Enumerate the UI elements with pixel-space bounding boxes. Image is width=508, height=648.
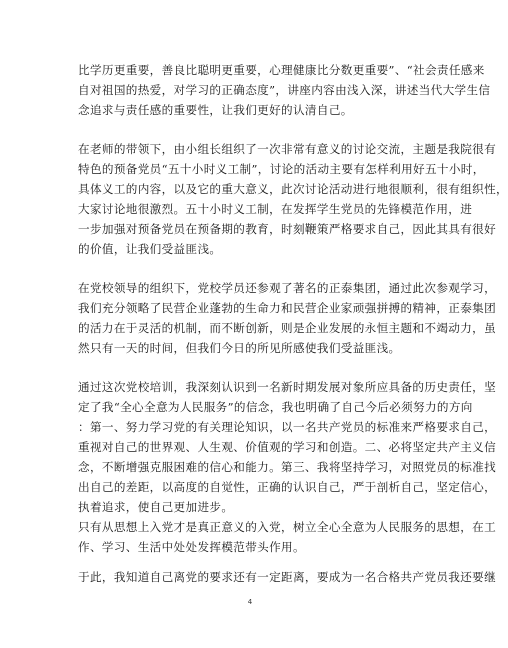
text-line: 重视对自己的世界观、人生观、价值观的学习和创造。二、必将坚定共产主义信: [78, 440, 497, 454]
text-line: 具体义工的内容，以及它的重大意义，此次讨论活动进行地很顺利，很有组织性，: [78, 182, 508, 196]
text-line: 念追求与责任感的重要性，让我们更好的认清自己。: [78, 103, 353, 117]
text-line: 出自己的差距，以高度的自觉性，正确的认识自己，严于剖析自己，坚定信心，: [78, 480, 497, 494]
text-line: 比学历更重要，善良比聪明更重要，心理健康比分数更重要”、“社会责任感来: [78, 63, 485, 77]
text-line: 特色的预备党员“五十小时义工制”，讨论的活动主要有怎样利用好五十小时，: [78, 162, 485, 176]
text-line: 然只有一天的时间，但我们今日的所见所感使我们受益匪浅。: [78, 341, 401, 355]
page-number: 4: [247, 598, 253, 606]
text-line: 在老师的带领下，由小组长组织了一次非常有意义的讨论交流，主题是我院很有: [78, 142, 497, 156]
text-line: 执着追求，使自己更加进步。: [78, 500, 234, 514]
text-line: ：第一、努力学习党的有关理论知识，以一名共产党员的标准来严格要求自己，: [78, 420, 497, 434]
text-line: 于此，我知道自己离党的要求还有一定距离，要成为一名合格共产党员我还要继: [78, 570, 497, 584]
text-line: 一步加强对预备党员在预备期的教育，时刻鞭策严格要求自己，因此其具有很好: [78, 222, 497, 236]
text-line: 念，不断增强克服困难的信心和能力。第三、我将坚持学习，对照党员的标准找: [78, 460, 497, 474]
text-line: 大家讨论地很激烈。五十小时义工制，在发挥学生党员的先锋模范作用，进: [78, 202, 473, 216]
text-line: 的活力在于灵活的机制，而不断创新，则是企业发展的永恒主题和不竭动力，虽: [78, 321, 497, 335]
text-line: 通过这次党校培训，我深刻认识到一名新时期发展对象所应具备的历史责任，坚: [78, 380, 497, 394]
text-line: 作、学习、生活中处处发挥模范带头作用。: [78, 540, 305, 554]
text-line: 自对祖国的热爱，对学习的正确态度”，讲座内容由浅入深，讲述当代大学生信: [78, 83, 491, 97]
text-line: 定了我“全心全意为人民服务”的信念，我也明确了自己今后必须努力的方向: [78, 400, 473, 414]
text-line: 只有从思想上入党才是真正意义的入党，树立全心全意为人民服务的思想，在工: [78, 520, 497, 534]
text-line: 的价值，让我们受益匪浅。: [78, 242, 222, 256]
text-line: 在党校领导的组织下，党校学员还参观了著名的正泰集团，通过此次参观学习，: [78, 281, 497, 295]
text-line: 我们充分领略了民营企业蓬勃的生命力和民营企业家顽强拼搏的精神，正泰集团: [78, 301, 497, 315]
